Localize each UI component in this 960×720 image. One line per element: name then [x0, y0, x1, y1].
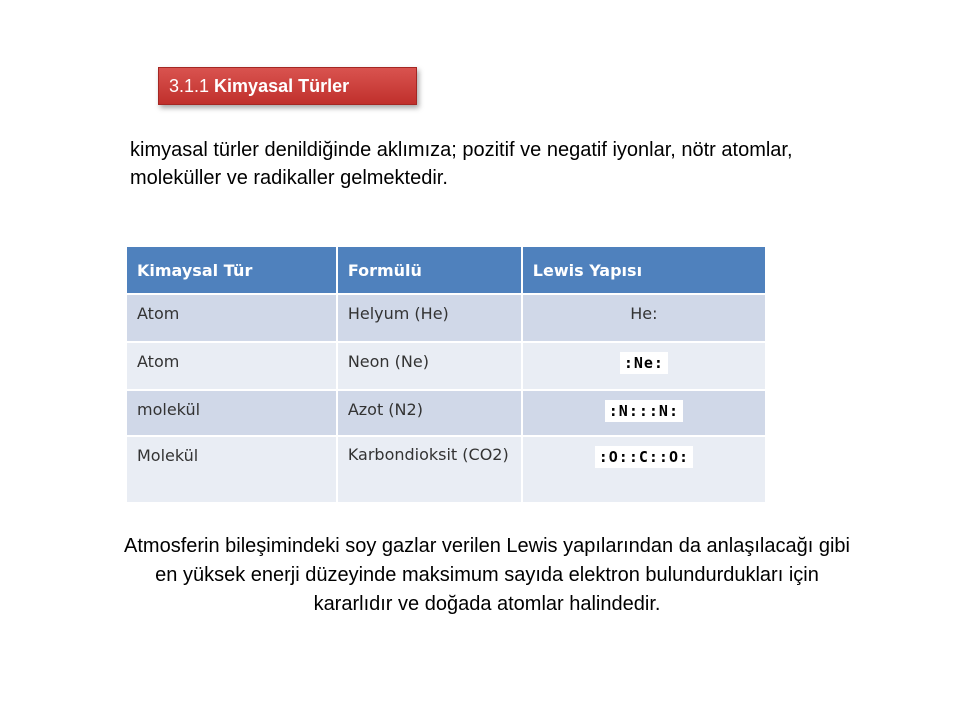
cell-formul: Karbondioksit (CO2) [337, 436, 522, 502]
header-tur: Kimaysal Tür [127, 247, 337, 294]
table-row [127, 294, 765, 342]
cell-lewis [522, 436, 765, 502]
lewis-structure-co2: :O::C::O: [595, 446, 693, 468]
cell-lewis [522, 342, 765, 390]
cell-tur: molekül [127, 390, 337, 436]
cell-lewis [522, 390, 765, 436]
table-row [127, 436, 765, 502]
intro-paragraph: kimyasal türler denildiğinde aklımıza; pozitif ve negatif iyonlar, nötr atomlar, moleküller ve radikaller gelmektedir. [130, 139, 793, 189]
table-row [127, 390, 765, 436]
table-header-row [127, 247, 765, 294]
cell-tur: Atom [127, 294, 337, 342]
section-title: Kimyasal Türler [214, 75, 350, 96]
cell-formul: Azot (N2) [337, 390, 522, 436]
section-number: 3.1.1 [169, 75, 210, 96]
species-table [127, 247, 765, 502]
lewis-structure-n2: :N:::N: [605, 400, 683, 422]
cell-formul: Helyum (He) [337, 294, 522, 342]
cell-tur: Molekül [127, 436, 337, 502]
section-title-box [158, 67, 417, 105]
cell-lewis [522, 294, 765, 342]
cell-tur: Atom [127, 342, 337, 390]
header-formul: Formülü [337, 247, 522, 294]
lewis-structure-he: He: [630, 304, 658, 323]
table-row [127, 342, 765, 390]
lewis-structure-ne: :Ne: [620, 352, 668, 374]
closing-paragraph: Atmosferin bileşimindeki soy gazlar verilen Lewis yapılarından da anlaşılacağı gibi en yüksek enerji düzeyinde maksimum sayıda elektron bulundurdukları için kararlıdır ve doğada atomlar halindedir. [124, 535, 850, 615]
cell-formul: Neon (Ne) [337, 342, 522, 390]
header-lewis: Lewis Yapısı [522, 247, 765, 294]
